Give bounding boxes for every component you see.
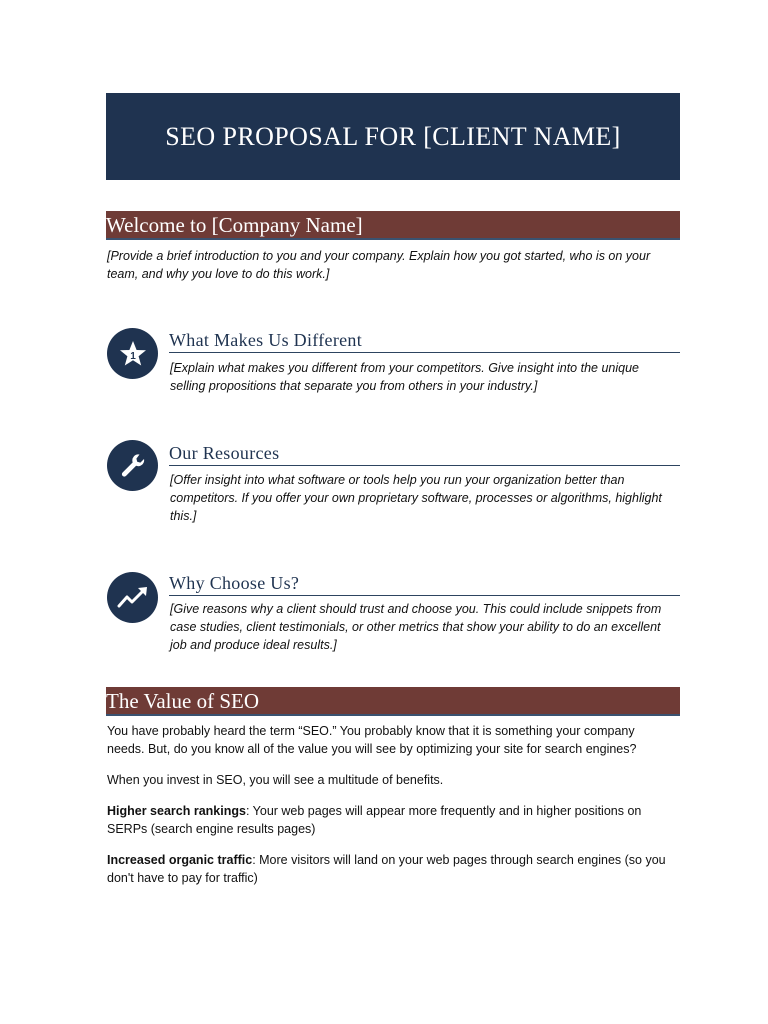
star-number-one-icon [107, 328, 158, 379]
feature-text-different: [Explain what makes you different from your competitors. Give insight into the unique selling propositions that separate you from others in your industry.] [170, 361, 639, 393]
title-banner [106, 93, 680, 180]
feature-heading-why [169, 573, 680, 596]
feature-text-why: [Give reasons why a client should trust and choose you. This could include snippets from case studies, client testimonials, or other metrics that show your ability to do an excellent job and produce ideal results.] [170, 602, 662, 652]
feature-title-resources: Our Resources [169, 443, 280, 463]
wrench-icon [107, 440, 158, 491]
benefit-item [107, 851, 677, 887]
value-invest: When you invest in SEO, you will see a multitude of benefits. [107, 773, 444, 787]
value-intro: You have probably heard the term “SEO.” You probably know that it is something your company needs. But, do you know all of the value you will see by optimizing your site for search engines? [107, 724, 637, 756]
benefit-term: Higher search rankings [107, 804, 246, 818]
benefit-item [107, 802, 652, 838]
feature-title-why: Why Choose Us? [169, 573, 300, 593]
value-section-header [106, 687, 680, 716]
welcome-section-header [106, 211, 680, 240]
value-heading: The Value of SEO [106, 689, 259, 713]
benefit-text: : More visitors will land on your web pages through search engines (so you don't have to pay for traffic) [107, 853, 666, 885]
document-title: SEO PROPOSAL FOR [CLIENT NAME] [165, 121, 621, 151]
benefit-text: : Your web pages will appear more frequently and in higher positions on SERPs (search engine results pages) [107, 804, 642, 836]
svg-text:1: 1 [129, 350, 136, 362]
feature-heading-different [169, 330, 680, 353]
feature-heading-resources [169, 443, 680, 466]
benefit-term: Increased organic traffic [107, 853, 253, 867]
feature-title-different: What Makes Us Different [169, 330, 363, 350]
welcome-heading: Welcome to [Company Name] [106, 213, 363, 237]
welcome-text: [Provide a brief introduction to you and your company. Explain how you got started, who is on your team, and why you love to do this work.] [107, 249, 651, 281]
trend-arrow-icon [107, 572, 158, 623]
feature-text-resources: [Offer insight into what software or tools help you run your organization better than competitors. If you offer your own proprietary software, processes or algorithms, highlight this.] [170, 473, 662, 523]
